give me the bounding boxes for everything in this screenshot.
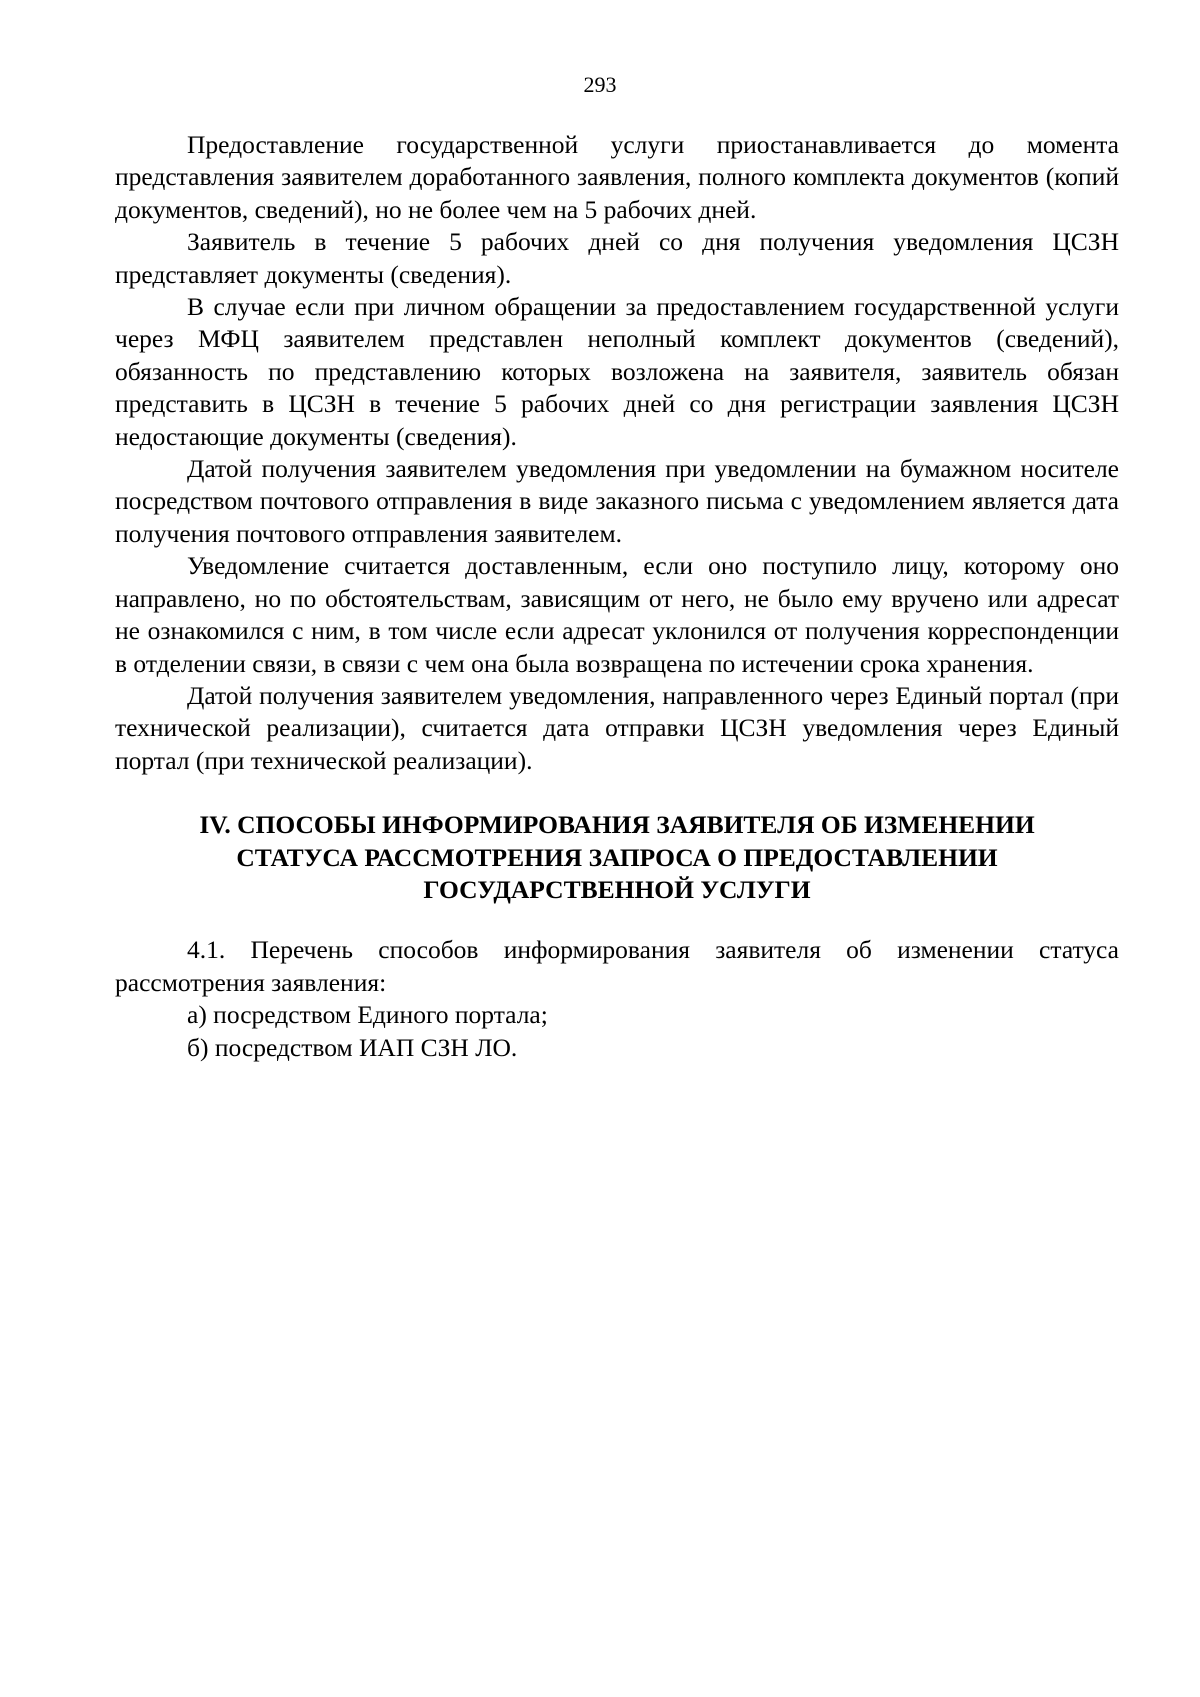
list-item-portal: а) посредством Единого портала; [187,1000,548,1030]
paragraph-suspension: Предоставление государственной услуги приостанавливается до момента представления заявителем доработанного заявления, полного комплекта документов (копий документов, сведений), но не более чем на 5 рабочих дней. [115,130,1119,224]
section-heading [115,809,1119,906]
section-heading-line: СТАТУСА РАССМОТРЕНИЯ ЗАПРОСА О ПРЕДОСТАВЛЕНИИ [236,842,998,872]
list-item-iap: б) посредством ИАП СЗН ЛО. [187,1032,518,1062]
document-body [115,129,1119,1064]
paragraph-paper-notification-date: Датой получения заявителем уведомления при уведомлении на бумажном носителе посредством почтового отправления в виде заказного письма с уведомлением является дата получения почтового отправления заявителем. [115,454,1119,548]
paragraph-delivered-notification: Уведомление считается доставленным, если оно поступило лицу, которому оно направлено, но по обстоятельствам, зависящим от него, не было ему вручено или адресат не ознакомился с ним, в том числе если адресат уклонился от получения корреспонденции в отделении связи, в связи с чем она была возвращена по истечении срока хранения. [115,551,1119,678]
section-intro-paragraph: 4.1. Перечень способов информирования заявителя об изменении статуса рассмотрения заявления: [115,935,1119,997]
section-heading-line: ГОСУДАРСТВЕННОЙ УСЛУГИ [423,874,811,904]
section-heading-line: IV. СПОСОБЫ ИНФОРМИРОВАНИЯ ЗАЯВИТЕЛЯ ОБ ИЗМЕНЕНИИ [199,810,1035,840]
paragraph-submission-deadline: Заявитель в течение 5 рабочих дней со дня получения уведомления ЦСЗН представляет документы (сведения). [115,227,1119,289]
paragraph-portal-notification-date: Датой получения заявителем уведомления, направленного через Единый портал (при технической реализации), считается дата отправки ЦСЗН уведомления через Единый портал (при технической реализации). [115,680,1119,775]
paragraph-mfc-incomplete-set: В случае если при личном обращении за предоставлением государственной услуги через МФЦ заявителем представлен неполный комплект документов (сведений), обязанность по представлению которых возложена на заявителя, заявитель обязан представить в ЦСЗН в течение 5 рабочих дней со дня регистрации заявления ЦСЗН недостающие документы (сведения). [115,292,1119,451]
page-number: 293 [583,72,617,97]
